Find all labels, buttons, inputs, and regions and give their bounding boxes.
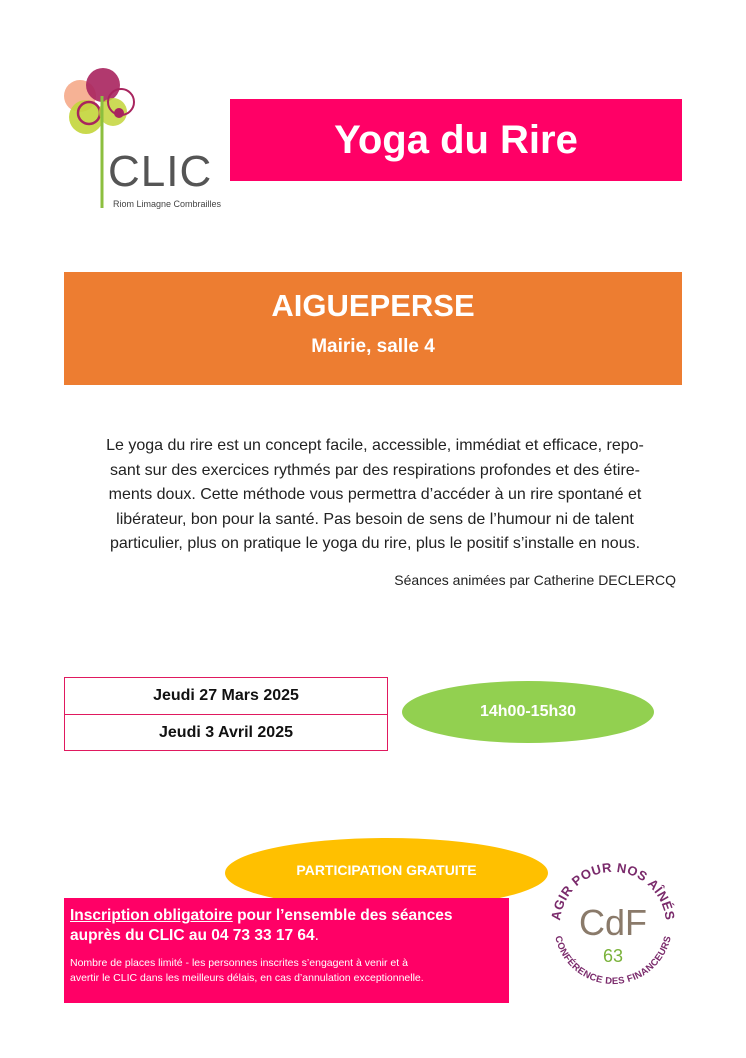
cdf-top-text: AGIR POUR NOS AÎNÉS (548, 859, 678, 922)
inscription-period: . (314, 927, 319, 944)
inscription-line1: pour l’ensemble des séances (232, 907, 453, 924)
description-line: particulier, plus on pratique le yoga du rire, plus le positif s’installe en nous. (109, 535, 641, 552)
date-row: Jeudi 3 Avril 2025 (65, 714, 387, 751)
inscription-box (64, 898, 509, 1003)
description-line: libérateur, bon pour la santé. Pas besoin de sens de l’humour ni de talent (116, 510, 634, 528)
inscription-phone: auprès du CLIC au 04 73 33 17 64 (70, 927, 315, 944)
date-row: Jeudi 27 Mars 2025 (153, 687, 299, 704)
inscription-required: Inscription obligatoire (70, 907, 233, 924)
description-line: sant sur des exercices rythmés par des respirations profondes et des étire- (109, 461, 641, 479)
inscription-note-line: Nombre de places limité - les personnes inscrites s’engagent à venir et à (70, 957, 408, 969)
animator-credit: Séances animées par Catherine DECLERCQ (394, 572, 676, 588)
description-line: Le yoga du rire est un concept facile, accessible, immédiat et efficace, repo- (106, 437, 644, 454)
cdf-mark: CdF (578, 902, 648, 943)
cdf-bottom-text: CONFÉRENCE DES FINANCEURS (552, 934, 674, 988)
time-badge: 14h00-15h30 (402, 681, 654, 743)
cdf-logo (540, 852, 686, 998)
location-banner (64, 272, 682, 385)
dates-table (64, 677, 388, 751)
description-line: ments doux. Cette méthode vous permettra d’accéder à un rire spontané et (108, 486, 642, 503)
clic-logo-subtitle: Riom Limagne Combrailles (113, 199, 222, 209)
inscription-note (70, 956, 503, 986)
participation-text: PARTICIPATION GRATUITE (296, 862, 477, 878)
cdf-number: 63 (602, 946, 624, 966)
location-venue: Mairie, salle 4 (311, 336, 435, 357)
title-banner (230, 99, 682, 181)
location-city: AIGUEPERSE (271, 288, 475, 323)
description (66, 434, 684, 557)
clic-logo-text: CLIC (108, 147, 213, 196)
page-title: Yoga du Rire (334, 117, 578, 162)
inscription-note-line: avertir le CLIC dans les meilleurs délais, en cas d’annulation exceptionnelle. (70, 972, 424, 984)
inscription-main (70, 906, 503, 946)
